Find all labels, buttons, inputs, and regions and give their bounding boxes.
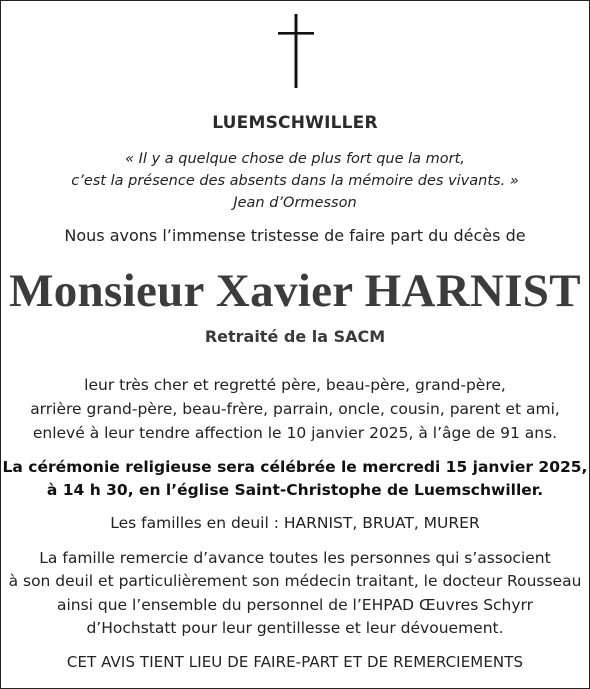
footer-notice: CET AVIS TIENT LIEU DE FAIRE-PART ET DE REMERCIEMENTS (66, 653, 524, 671)
quote-line-2: c’est la présence des absents dans la mémoire des vivants. » (71, 173, 519, 189)
deceased-name: Monsieur Xavier HARNIST (9, 265, 581, 317)
relations-line-2: arrière grand-père, beau-frère, parrain, oncle, cousin, parent et ami, (30, 400, 560, 418)
relations-line-1: leur très cher et regretté père, beau-père, grand-père, (84, 376, 506, 394)
ceremony-line-2: à 14 h 30, en l’église Saint-Christophe de Luemschwiller. (46, 481, 544, 499)
ceremony-line-1: La cérémonie religieuse sera célébrée le mercredi 15 janvier 2025, (2, 458, 588, 476)
thanks-line-2: à son deuil et particulièrement son médecin traitant, le docteur Rousseau (8, 572, 582, 590)
town-heading: LUEMSCHWILLER (212, 113, 378, 133)
thanks-line-4: d’Hochstatt pour leur gentillesse et leur dévouement. (86, 619, 504, 637)
intro-text: Nous avons l’immense tristesse de faire part du décès de (64, 226, 526, 245)
deceased-role: Retraité de la SACM (204, 327, 386, 346)
quote-author: Jean d’Ormesson (233, 195, 357, 211)
families-text: Les familles en deuil : HARNIST, BRUAT, MURER (110, 514, 480, 532)
thanks-line-3: ainsi que l’ensemble du personnel de l’EHPAD Œuvres Schyrr (56, 596, 534, 614)
relations-line-3: enlevé à leur tendre affection le 10 janvier 2025, à l’âge de 91 ans. (32, 424, 558, 442)
thanks-line-1: La famille remercie d’avance toutes les personnes qui s’associent (39, 549, 551, 567)
latin-cross-icon (278, 14, 314, 88)
quote-line-1: « Il y a quelque chose de plus fort que la mort, (125, 151, 465, 167)
